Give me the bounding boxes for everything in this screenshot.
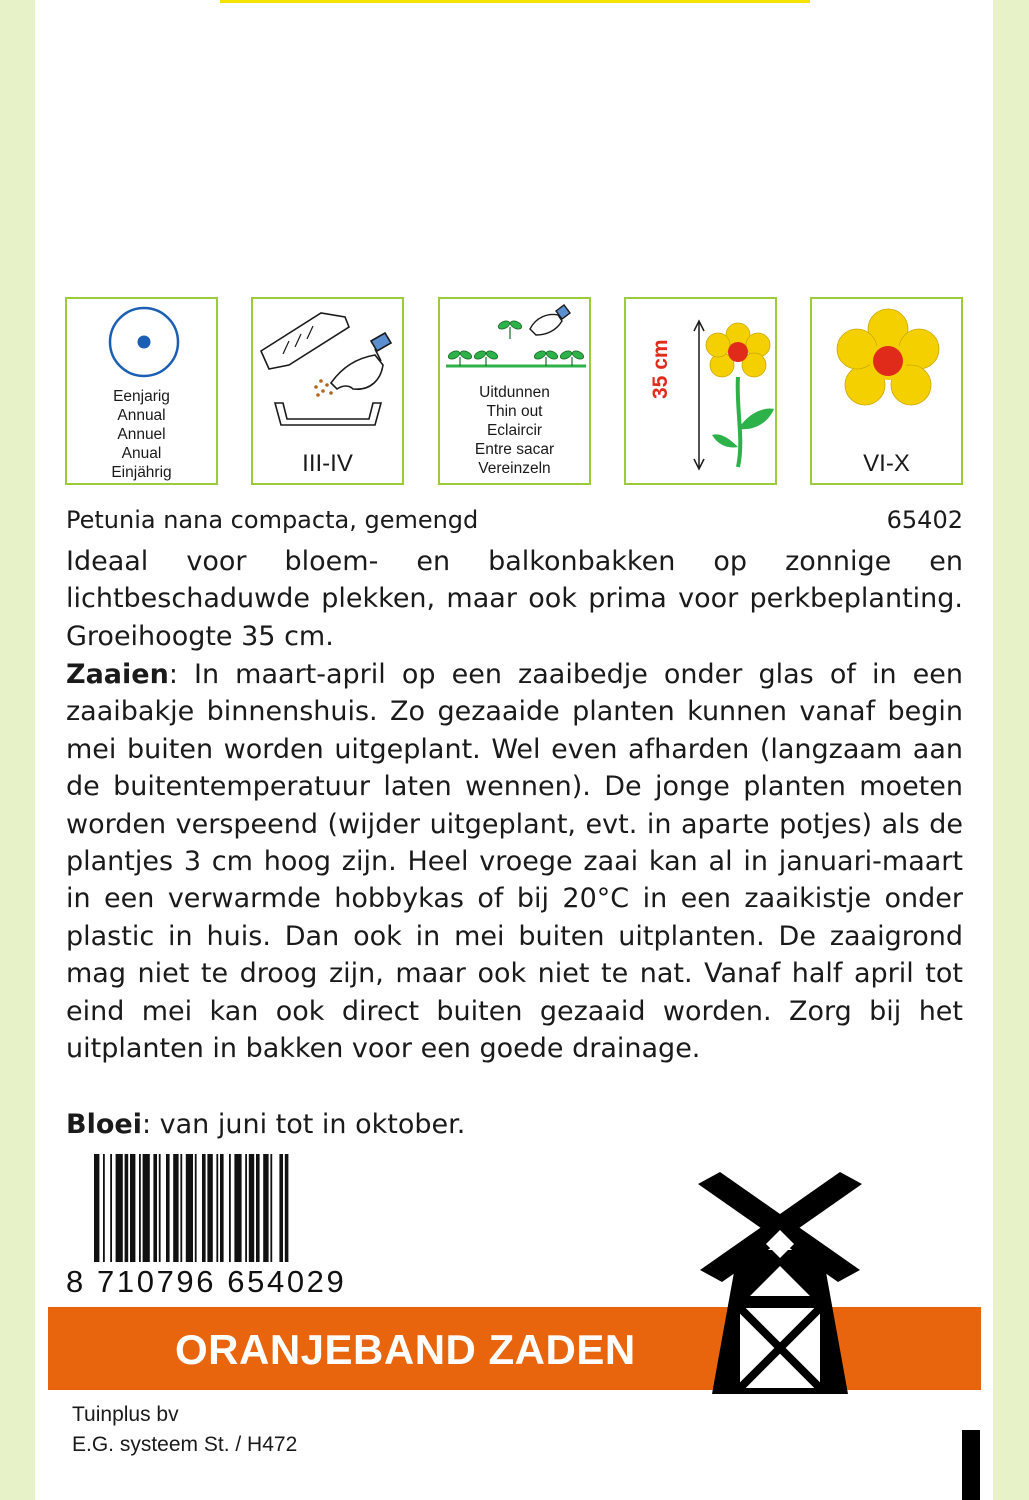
sowing-label: Zaaien [66,659,169,690]
annual-caption [67,387,216,482]
thin-out-line-nl: Uitdunnen [479,384,550,401]
bloom-label: Bloei [66,1109,142,1140]
barcode-bar [103,1154,105,1262]
barcode-bar [245,1154,247,1262]
barcode-bar [285,1154,289,1262]
sowing-months: III-IV [302,450,353,477]
annual-line-nl: Eenjarig [113,388,170,405]
bloom-months: VI-X [863,450,910,477]
barcode-bar [220,1154,224,1262]
barcode-bar [195,1154,197,1262]
thin-out-icon-box [438,297,591,485]
barcode-bar [143,1154,150,1262]
bloom-paragraph [66,1106,963,1143]
barcode-bar [153,1154,157,1262]
sowing-text: : In maart-april op een zaaibedje onder glas of in een zaaibakje binnenshuis. Zo gezaaide planten kunnen vanaf begin mei buiten worden uitgeplant. Wel even afharden (langzaam aan de buitentemperatuur laten wennen). De jonge planten moeten worden verspeend (wijder uitgeplant, evt. in aparte potjes) als de plantjes 3 cm hoog zijn. Heel vroege zaai kan al in januari-maart in een verwarmde hobbykas of bij 20°C in een zaaikistje onder plastic in huis. Dan ook in mei buiten uitplanten. De zaaigrond mag niet te droog zijn, maar ook niet te nat. Vanaf half april tot eind mei kan ook direct buiten gezaaid worden. Zorg bij het uitplanten in bakken voor een goede drainage. [66,659,963,1065]
height-icon-box [624,297,777,485]
annual-line-de: Einjährig [111,464,172,481]
thin-out-line-de: Vereinzeln [478,460,551,477]
barcode-bar [234,1154,241,1262]
annual-line-es: Anual [121,445,162,462]
registration: E.G. systeem St. / H472 [72,1433,298,1456]
barcode-bar [249,1154,254,1262]
barcode [66,1150,418,1300]
product-name: Petunia nana compacta, gemengd [66,506,479,534]
barcode-bar [94,1154,99,1262]
bloom-icon-box [810,297,963,485]
barcode-bar [270,1154,272,1262]
barcode-bar [180,1154,182,1262]
barcode-bar [166,1154,170,1262]
barcode-bar [207,1154,212,1262]
annual-line-en: Annual [117,407,166,424]
barcode-bar [139,1154,141,1262]
windmill-logo [690,1170,870,1395]
barcode-bar [116,1154,123,1262]
sowing-paragraph [66,656,963,1067]
thin-out-caption [440,383,589,478]
barcode-bar [173,1154,178,1262]
brand-name: ORANJEBAND ZADEN [175,1326,636,1373]
thin-out-line-fr: Eclaircir [486,422,543,439]
company-name: Tuinplus bv [72,1403,179,1426]
barcode-bar [256,1154,260,1262]
product-code: 65402 [886,506,963,534]
barcode-bar [159,1154,161,1262]
annual-line-fr: Annuel [117,426,166,443]
barcode-bar [279,1154,283,1262]
annual-icon-box [65,297,218,485]
thin-out-line-es: Entre sacar [474,441,555,458]
barcode-bar [263,1154,268,1262]
barcode-digits: 8 710796 654029 [66,1264,347,1299]
barcode-bar [125,1154,129,1262]
barcode-bar [216,1154,218,1262]
barcode-bars [66,1150,418,1262]
sowing-icon-box [251,297,404,485]
barcode-bar [186,1154,193,1262]
product-description: Ideaal voor bloem- en balkonbakken op zonnige en lichtbeschaduwde plekken, maar ook prima voor perkbeplanting. Groeihoogte 35 cm. [66,546,963,652]
registration-mark [962,1430,980,1500]
top-yellow-strip [220,0,810,3]
thin-out-line-en: Thin out [486,403,543,420]
bloom-text: : van juni tot in oktober. [141,1109,466,1140]
barcode-bar [130,1154,135,1262]
barcode-bar [202,1154,206,1262]
barcode-bar [229,1154,231,1262]
barcode-bar [110,1154,112,1262]
height-label: 35 cm [649,339,672,399]
